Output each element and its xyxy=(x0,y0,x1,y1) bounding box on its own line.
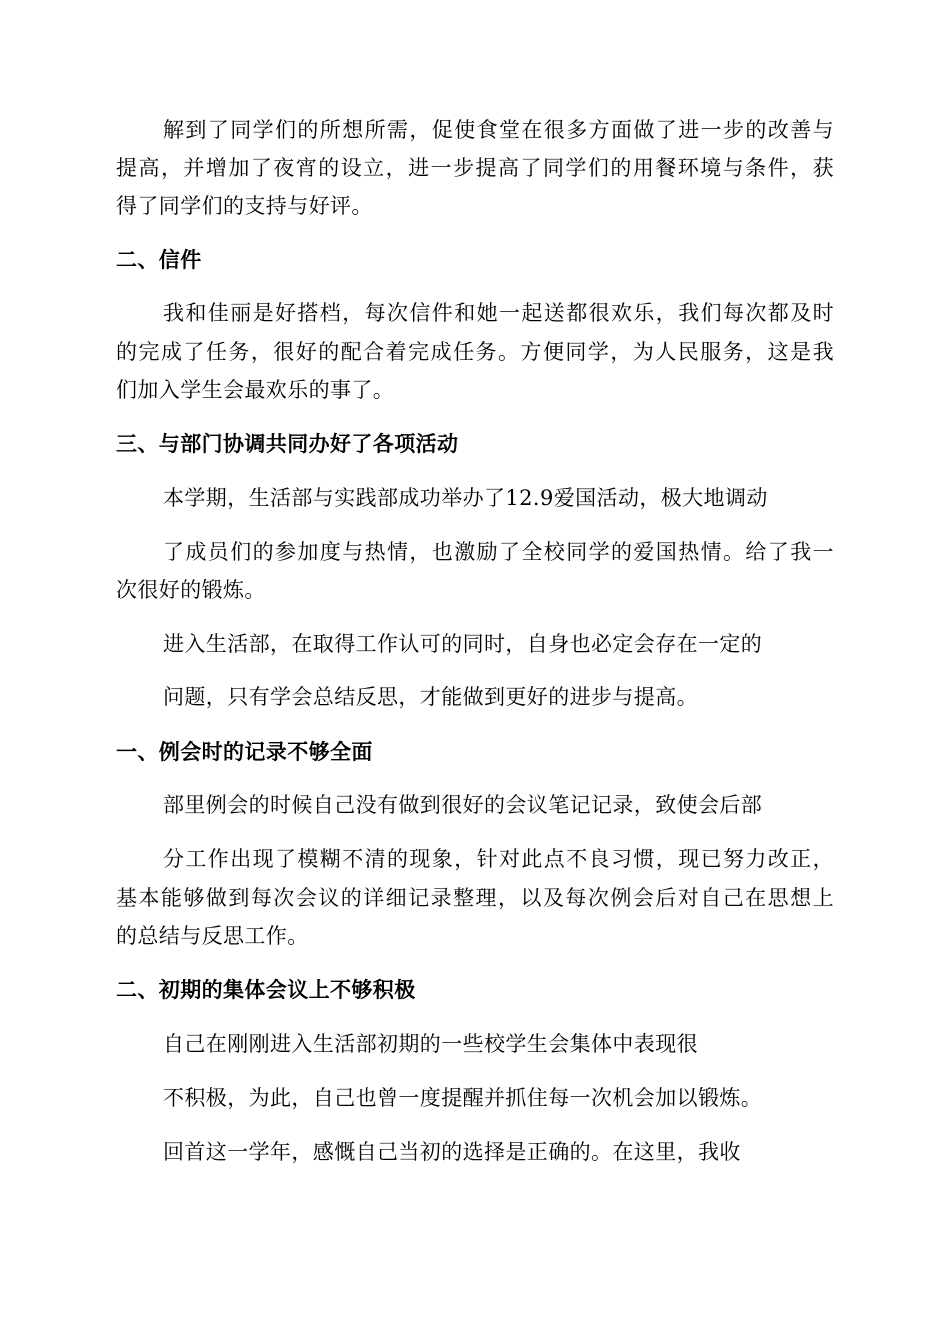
body-text-line: 提高，并增加了夜宵的设立，进一步提高了同学们的用餐环境与条件，获 xyxy=(116,156,834,180)
body-text-line: 基本能够做到每次会议的详细记录整理，以及每次例会后对自己在思想上 xyxy=(116,886,834,910)
body-text-line: 回首这一学年，感慨自己当初的选择是正确的。在这里，我收 xyxy=(163,1140,741,1164)
section-heading: 一、例会时的记录不够全面 xyxy=(116,740,373,764)
body-text-line: 我和佳丽是好搭档，每次信件和她一起送都很欢乐，我们每次都及时 xyxy=(163,301,834,325)
body-text-line: 了成员们的参加度与热情，也激励了全校同学的爱国热情。给了我一 xyxy=(163,540,834,564)
body-text-line: 问题，只有学会总结反思，才能做到更好的进步与提高。 xyxy=(163,685,698,709)
body-text-line: 们加入学生会最欢乐的事了。 xyxy=(116,378,395,402)
body-text-line: 分工作出现了模糊不清的现象，针对此点不良习惯，现已努力改正， xyxy=(163,847,834,871)
body-text-line: 的完成了任务，很好的配合着完成任务。方便同学，为人民服务，这是我 xyxy=(116,340,834,364)
body-text-line: 部里例会的时候自己没有做到很好的会议笔记记录，致使会后部 xyxy=(163,793,763,817)
body-text-line: 的总结与反思工作。 xyxy=(116,924,309,948)
section-heading: 三、与部门协调共同办好了各项活动 xyxy=(116,432,459,456)
section-heading: 二、信件 xyxy=(116,248,202,272)
body-text-line: 得了同学们的支持与好评。 xyxy=(116,194,373,218)
body-text-line: 进入生活部，在取得工作认可的同时，自身也必定会存在一定的 xyxy=(163,632,763,656)
body-text-line: 不积极，为此，自己也曾一度提醒并抓住每一次机会加以锻炼。 xyxy=(163,1086,763,1110)
body-text-line: 次很好的锻炼。 xyxy=(116,578,266,602)
body-text-line: 本学期，生活部与实践部成功举办了12.9爱国活动，极大地调动 xyxy=(163,486,768,510)
body-text-line: 解到了同学们的所想所需，促使食堂在很多方面做了进一步的改善与 xyxy=(163,118,834,142)
body-text-line: 自己在刚刚进入生活部初期的一些校学生会集体中表现很 xyxy=(163,1032,698,1056)
section-heading: 二、初期的集体会议上不够积极 xyxy=(116,978,416,1002)
